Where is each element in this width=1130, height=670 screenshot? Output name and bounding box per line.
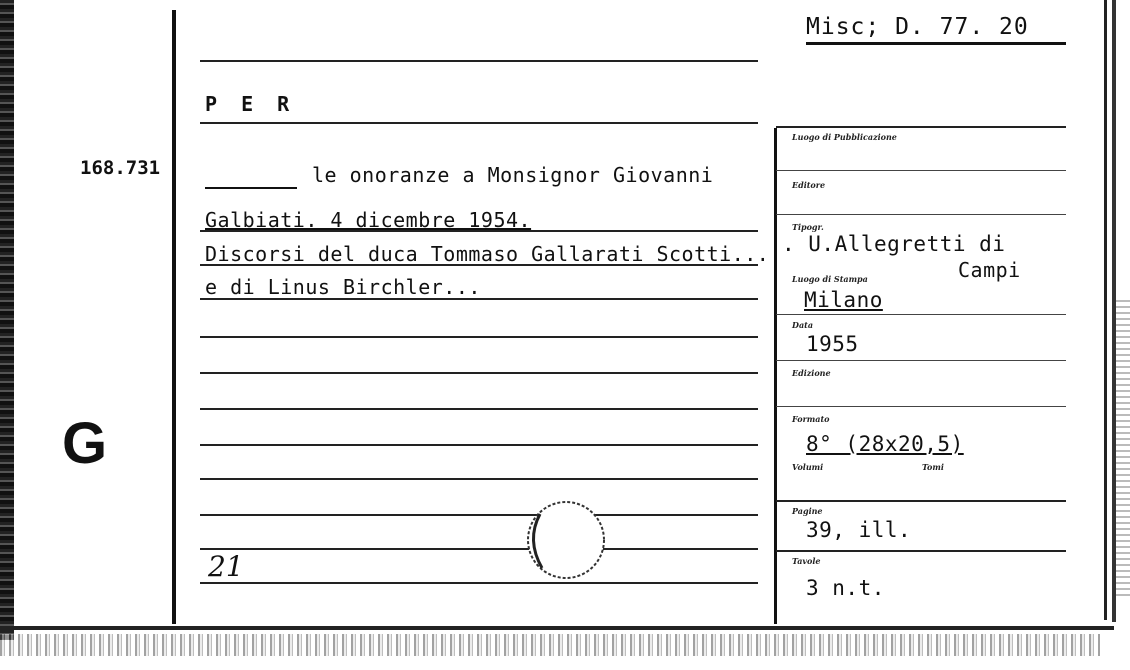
value-formato: 8° (28x20,5) [806, 432, 964, 456]
label-luogo-stampa: Luogo di Stampa [792, 274, 868, 284]
card-left-edge [0, 0, 14, 640]
ruled-line [200, 408, 758, 410]
title-line-4: e di Linus Birchler... [205, 275, 481, 299]
label-formato: Formato [792, 414, 830, 424]
classification-number: 168.731 [80, 157, 161, 179]
ruled-line [200, 444, 758, 446]
ruled-line [200, 548, 758, 550]
field-rule [776, 214, 1066, 215]
per-heading: P E R [205, 92, 296, 116]
label-tipografia: Tipogr. [792, 222, 824, 232]
field-rule [776, 360, 1066, 361]
field-rule [776, 550, 1066, 552]
section-letter: G [62, 411, 108, 476]
field-rule [776, 406, 1066, 407]
ruled-line [200, 582, 758, 584]
label-edizione: Edizione [792, 368, 831, 378]
punch-hole-mark [520, 494, 610, 584]
label-editore: Editore [792, 180, 826, 190]
value-tipografia-cont: Campi [958, 258, 1021, 282]
card-right-shadow [1116, 300, 1130, 600]
ruled-line [200, 336, 758, 338]
field-rule [776, 126, 1066, 128]
ruled-line [200, 60, 758, 62]
card-bottom-edge [0, 626, 1114, 630]
ruled-line [200, 122, 758, 124]
value-tipografia: . U.Allegretti di [782, 232, 1006, 256]
value-data: 1955 [806, 332, 859, 356]
right-border-rule [1104, 0, 1107, 620]
title-line-2: Galbiati. 4 dicembre 1954. [205, 208, 532, 232]
label-luogo-pubblicazione: Luogo di Pubblicazione [792, 132, 897, 142]
value-tavole: 3 n.t. [806, 576, 885, 600]
title-line-3: Discorsi del duca Tommaso Gallarati Scotti... [205, 242, 770, 266]
card-bottom-scan-noise [0, 634, 1100, 656]
label-tomi: Tomi [922, 462, 944, 472]
field-rule [776, 170, 1066, 171]
label-tavole: Tavole [792, 556, 821, 566]
value-luogo-stampa: Milano [804, 288, 883, 312]
left-margin-rule [172, 10, 176, 624]
label-pagine: Pagine [792, 506, 823, 516]
title-blank-line [205, 187, 297, 189]
ruled-line [200, 372, 758, 374]
ruled-line [200, 478, 758, 480]
field-rule [776, 500, 1066, 502]
value-pagine: 39, ill. [806, 518, 912, 542]
ruled-line [200, 514, 758, 516]
field-rule [776, 314, 1066, 315]
label-volumi: Volumi [792, 462, 824, 472]
handwritten-mark: 21 [208, 550, 244, 583]
title-line-1: le onoranze a Monsignor Giovanni [312, 163, 714, 187]
label-data: Data [792, 320, 813, 330]
catalog-number: Misc; D. 77. 20 [806, 14, 1066, 45]
